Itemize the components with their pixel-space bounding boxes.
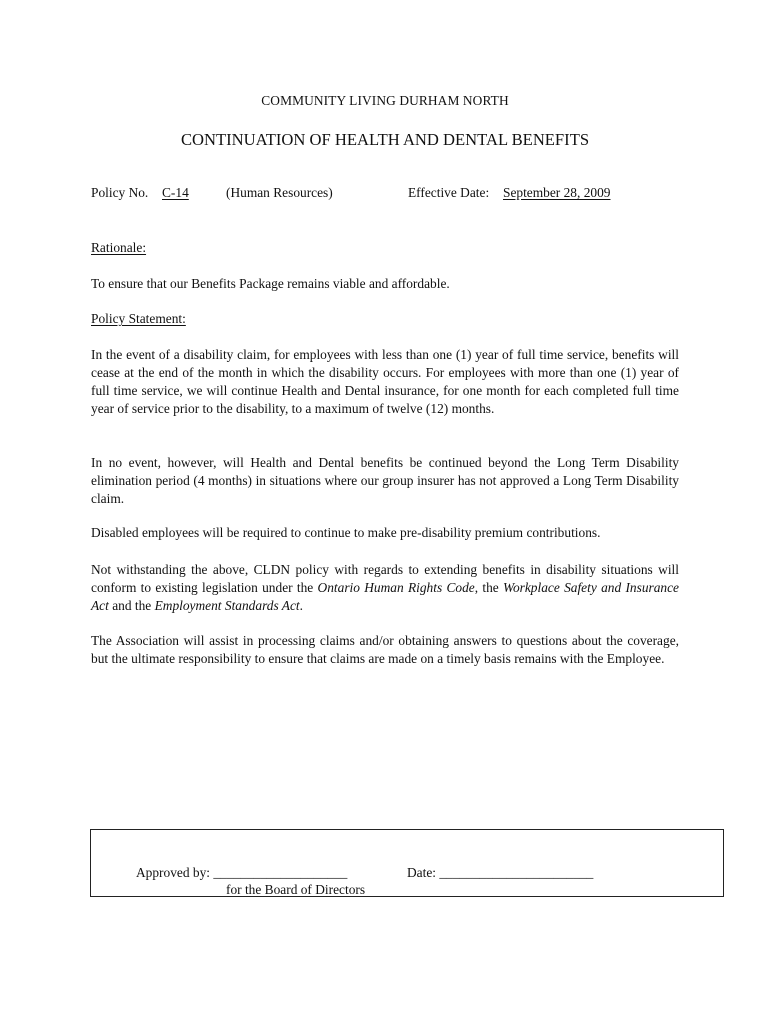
policy-paragraph-5: The Association will assist in processing claims and/or obtaining answers to questions about the coverage, but the ultimate responsibility to ensure that claims are made on a timely basis remains with the Employee.: [91, 633, 679, 666]
organization-name: COMMUNITY LIVING DURHAM NORTH: [261, 93, 509, 108]
policy-department: (Human Resources): [226, 185, 333, 200]
act-ontario-human-rights-code: Ontario Human Rights Code: [317, 580, 475, 595]
effective-date: September 28, 2009: [503, 185, 611, 200]
paragraph-4-text-b: , the: [474, 580, 504, 595]
policy-paragraph-1: In the event of a disability claim, for employees with less than one (1) year of full time service, benefits will cease at the end of the month in which the disability occurs. For employees with more than one (1) year of full time service, we will continue Health and Dental insurance, for one month for each completed full time year of service prior to the disability, to a maximum of twelve (12) months.: [91, 347, 679, 416]
paragraph-4-text-c: and the: [108, 598, 155, 613]
paragraph-4-text-a: Not withstanding the above, CLDN policy with regards to extending benefits in disability situations will conform to existing legislation under the: [91, 562, 679, 595]
paragraph-4-text-d: .: [299, 598, 304, 613]
approval-box: [90, 829, 724, 897]
document-title: CONTINUATION OF HEALTH AND DENTAL BENEFITS: [180, 130, 590, 149]
policy-paragraph-2: In no event, however, will Health and Dental benefits be continued beyond the Long Term Disability elimination period (4 months) in situations where our group insurer has not approved a Long Term Disability claim.: [91, 455, 679, 506]
board-of-directors-label: for the Board of Directors: [226, 882, 366, 897]
approval-date-line: Date: _______________________: [407, 865, 594, 880]
policy-number-label: Policy No.: [91, 185, 149, 200]
policy-number: C-14: [162, 185, 189, 200]
effective-date-label: Effective Date:: [408, 185, 490, 200]
policy-paragraph-3: Disabled employees will be required to continue to make pre-disability premium contributions.: [91, 525, 601, 540]
act-workplace-safety: Workplace Safety and Insurance Act: [91, 580, 680, 613]
policy-statement-heading: Policy Statement:: [91, 311, 186, 326]
rationale-text: To ensure that our Benefits Package remains viable and affordable.: [91, 276, 450, 291]
approved-by-line: Approved by: ____________________: [136, 865, 348, 880]
policy-paragraph-4: [91, 561, 679, 615]
act-employment-standards: Employment Standards Act: [154, 598, 300, 613]
rationale-heading: Rationale:: [91, 240, 147, 255]
